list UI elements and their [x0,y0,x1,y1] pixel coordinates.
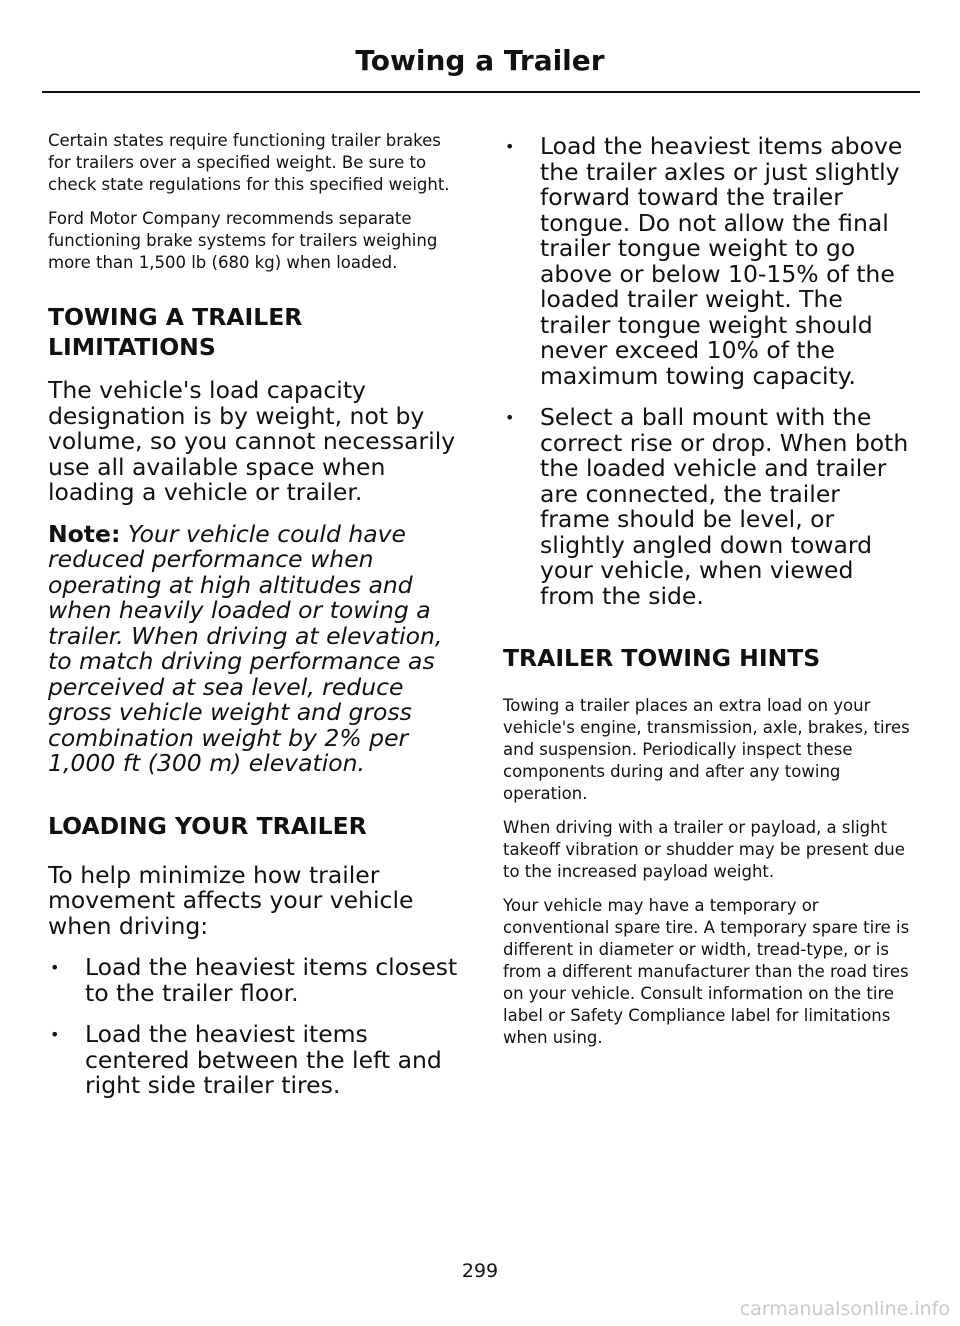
section-heading-loading-trailer: LOADING YOUR TRAILER [48,811,367,840]
list-item: • Load the heaviest items closest to the trailer floor. [48,955,462,1006]
header-divider [42,91,920,93]
note-label: Note: [48,519,121,548]
loading-bullet-list [48,955,462,1099]
loading-bullet-list-continued [503,134,915,609]
left-column [48,130,462,1115]
list-item: • Load the heaviest items above the trailer axles or just slightly forward toward the trailer tongue. Do not allow the final trailer tongue weight to go above or below 10-15% of the loaded trailer weight. The trailer tongue weight should never exceed 10% of the maximum towing capacity. [503,134,915,389]
altitude-note [48,519,462,777]
right-column [503,134,915,1061]
list-item: • Load the heaviest items centered between the left and right side trailer tires. [48,1022,462,1099]
spare-tire-paragraph: Your vehicle may have a temporary or conventional spare tire. A temporary spare tire is different in diameter or width, tread-type, or is from a different manufacturer than the road tires on your vehicle. Consult information on the tire label or Safety Compliance label for limitations when using. [503,896,910,1047]
page-number: 299 [461,1260,499,1282]
brake-recommendation-paragraph: Ford Motor Company recommends separate functioning brake systems for trailers weighing more than 1,500 lb (680 kg) when loaded. [48,209,438,272]
list-item: • Select a ball mount with the correct rise or drop. When both the loaded vehicle and trailer are connected, the trailer frame should be level, or slightly angled down toward your vehicle, when viewed from the side. [503,405,915,609]
note-text: Your vehicle could have reduced performance when operating at high altitudes and when heavily loaded or towing a trailer. When driving at elevation, to match driving performance as perceived at sea level, reduce gross vehicle weight and gross combination weight by 2% per 1,000 ft (300 m) elevation. [48,519,443,777]
brake-regulation-paragraph: Certain states require functioning trailer brakes for trailers over a specified weight. Be sure to check state regulations for this specified weight. [48,131,450,194]
heading-line-2: LIMITATIONS [48,333,216,361]
load-capacity-paragraph: The vehicle's load capacity designation is by weight, not by volume, so you cannot necessarily use all available space when loading a vehicle or trailer. [48,376,456,506]
heading-line-1: TOWING A TRAILER [48,303,303,331]
section-heading-towing-hints: TRAILER TOWING HINTS [503,644,821,672]
takeoff-vibration-paragraph: When driving with a trailer or payload, a slight takeoff vibration or shudder may be present due to the increased payload weight. [503,818,905,881]
page-title: Towing a Trailer [355,44,605,77]
loading-intro-paragraph: To help minimize how trailer movement affects your vehicle when driving: [48,860,414,940]
towing-load-paragraph: Towing a trailer places an extra load on your vehicle's engine, transmission, axle, brakes, tires and suspension. Periodically inspect these components during and after any towing operation. [503,696,910,803]
section-heading-towing-limitations [48,302,462,362]
watermark: carmanualsonline.info [739,1298,950,1320]
